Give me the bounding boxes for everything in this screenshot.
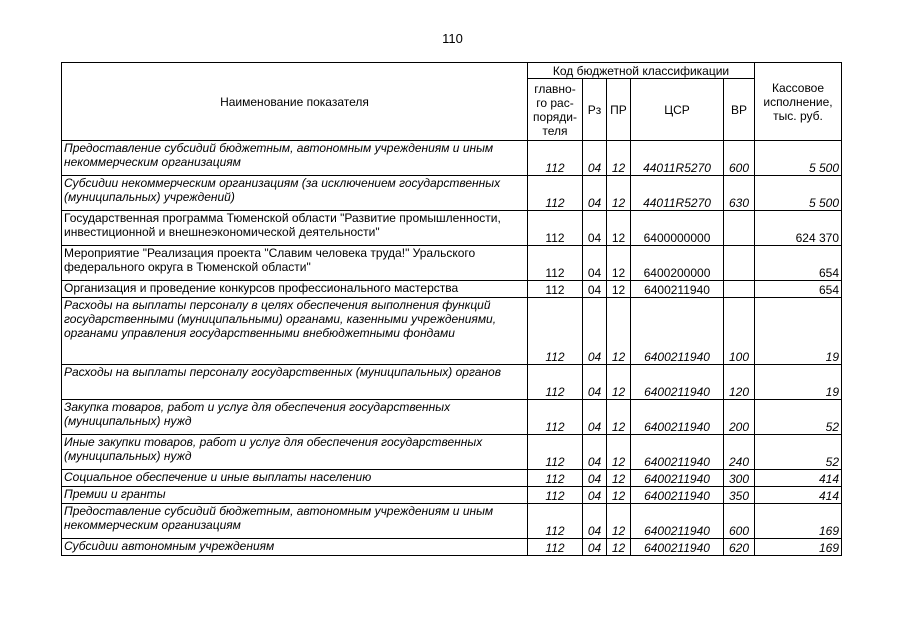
cell-amount: 52 — [755, 435, 842, 470]
cell-pr: 12 — [607, 281, 631, 298]
cell-csr: 44011R5270 — [631, 176, 724, 211]
header-pr: ПР — [607, 79, 631, 141]
header-vr: ВР — [724, 79, 755, 141]
budget-table — [61, 62, 842, 556]
cell-rz: 04 — [583, 435, 607, 470]
cell-main-manager: 112 — [528, 298, 583, 365]
cell-csr: 6400211940 — [631, 298, 724, 365]
cell-amount: 624 370 — [755, 211, 842, 246]
cell-pr: 12 — [607, 539, 631, 556]
cell-pr: 12 — [607, 298, 631, 365]
table-row — [62, 141, 842, 176]
cell-name: Закупка товаров, работ и услуг для обеспечения государственных (муниципальных) нужд — [62, 400, 528, 435]
table-row — [62, 400, 842, 435]
cell-amount: 169 — [755, 539, 842, 556]
header-rz: Рз — [583, 79, 607, 141]
cell-pr: 12 — [607, 400, 631, 435]
cell-rz: 04 — [583, 504, 607, 539]
cell-pr: 12 — [607, 435, 631, 470]
cell-vr — [724, 211, 755, 246]
cell-vr: 200 — [724, 400, 755, 435]
cell-amount: 414 — [755, 487, 842, 504]
table-row — [62, 176, 842, 211]
cell-csr: 6400211940 — [631, 487, 724, 504]
cell-pr: 12 — [607, 176, 631, 211]
cell-main-manager: 112 — [528, 365, 583, 400]
cell-vr: 240 — [724, 435, 755, 470]
cell-rz: 04 — [583, 539, 607, 556]
cell-name: Иные закупки товаров, работ и услуг для обеспечения государственных (муниципальных) нужд — [62, 435, 528, 470]
cell-rz: 04 — [583, 281, 607, 298]
header-amount: Кассовое исполнение, тыс. руб. — [755, 63, 842, 141]
cell-amount: 19 — [755, 298, 842, 365]
cell-name: Социальное обеспечение и иные выплаты населению — [62, 470, 528, 487]
cell-main-manager: 112 — [528, 487, 583, 504]
cell-vr: 600 — [724, 504, 755, 539]
cell-csr: 6400200000 — [631, 246, 724, 281]
table-row — [62, 298, 842, 365]
cell-rz: 04 — [583, 211, 607, 246]
table-row — [62, 211, 842, 246]
cell-main-manager: 112 — [528, 176, 583, 211]
cell-csr: 6400211940 — [631, 365, 724, 400]
cell-vr: 120 — [724, 365, 755, 400]
cell-name: Субсидии автономным учреждениям — [62, 539, 528, 556]
cell-rz: 04 — [583, 365, 607, 400]
cell-amount: 169 — [755, 504, 842, 539]
cell-pr: 12 — [607, 470, 631, 487]
table-row — [62, 504, 842, 539]
cell-vr: 600 — [724, 141, 755, 176]
cell-rz: 04 — [583, 141, 607, 176]
cell-rz: 04 — [583, 176, 607, 211]
table-row — [62, 487, 842, 504]
cell-amount: 5 500 — [755, 141, 842, 176]
cell-vr — [724, 281, 755, 298]
cell-vr: 350 — [724, 487, 755, 504]
cell-rz: 04 — [583, 400, 607, 435]
header-main-manager: главно-го рас-поряди-теля — [528, 79, 583, 141]
cell-rz: 04 — [583, 298, 607, 365]
cell-main-manager: 112 — [528, 539, 583, 556]
cell-amount: 19 — [755, 365, 842, 400]
cell-vr — [724, 246, 755, 281]
table-body — [62, 141, 842, 556]
cell-vr: 300 — [724, 470, 755, 487]
cell-name: Государственная программа Тюменской области "Развитие промышленности, инвестиционной и внешнеэкономической деятельности" — [62, 211, 528, 246]
cell-main-manager: 112 — [528, 281, 583, 298]
cell-amount: 52 — [755, 400, 842, 435]
cell-pr: 12 — [607, 504, 631, 539]
cell-name: Организация и проведение конкурсов профессионального мастерства — [62, 281, 528, 298]
cell-main-manager: 112 — [528, 435, 583, 470]
cell-main-manager: 112 — [528, 470, 583, 487]
cell-pr: 12 — [607, 246, 631, 281]
header-code-group: Код бюджетной классификации — [528, 63, 755, 79]
table-row — [62, 470, 842, 487]
cell-main-manager: 112 — [528, 504, 583, 539]
cell-name: Расходы на выплаты персоналу государственных (муниципальных) органов — [62, 365, 528, 400]
cell-pr: 12 — [607, 141, 631, 176]
cell-main-manager: 112 — [528, 246, 583, 281]
page-number: 110 — [442, 31, 463, 46]
header-csr: ЦСР — [631, 79, 724, 141]
cell-pr: 12 — [607, 211, 631, 246]
table-row — [62, 246, 842, 281]
table-header — [62, 63, 842, 141]
cell-main-manager: 112 — [528, 400, 583, 435]
table-row — [62, 435, 842, 470]
table-row — [62, 281, 842, 298]
cell-rz: 04 — [583, 470, 607, 487]
header-name: Наименование показателя — [62, 63, 528, 141]
cell-amount: 5 500 — [755, 176, 842, 211]
cell-pr: 12 — [607, 487, 631, 504]
cell-csr: 6400000000 — [631, 211, 724, 246]
cell-vr: 630 — [724, 176, 755, 211]
cell-vr: 620 — [724, 539, 755, 556]
cell-main-manager: 112 — [528, 141, 583, 176]
cell-csr: 6400211940 — [631, 281, 724, 298]
cell-csr: 6400211940 — [631, 435, 724, 470]
cell-main-manager: 112 — [528, 211, 583, 246]
cell-name: Субсидии некоммерческим организациям (за исключением государственных (муниципальных) учреждений) — [62, 176, 528, 211]
cell-csr: 6400211940 — [631, 400, 724, 435]
cell-name: Расходы на выплаты персоналу в целях обеспечения выполнения функций государственными (муниципальными) органами, казенными учреждениями, органами управления государственными внебюджетными фондами — [62, 298, 528, 365]
cell-vr: 100 — [724, 298, 755, 365]
table-row — [62, 365, 842, 400]
cell-name: Предоставление субсидий бюджетным, автономным учреждениям и иным некоммерческим организациям — [62, 141, 528, 176]
cell-rz: 04 — [583, 246, 607, 281]
cell-amount: 654 — [755, 246, 842, 281]
cell-amount: 414 — [755, 470, 842, 487]
cell-pr: 12 — [607, 365, 631, 400]
cell-csr: 44011R5270 — [631, 141, 724, 176]
cell-csr: 6400211940 — [631, 504, 724, 539]
cell-csr: 6400211940 — [631, 539, 724, 556]
cell-amount: 654 — [755, 281, 842, 298]
cell-csr: 6400211940 — [631, 470, 724, 487]
cell-name: Мероприятие "Реализация проекта "Славим человека труда!" Уральского федерального округа в Тюменской области" — [62, 246, 528, 281]
cell-name: Предоставление субсидий бюджетным, автономным учреждениям и иным некоммерческим организациям — [62, 504, 528, 539]
table-row — [62, 539, 842, 556]
cell-rz: 04 — [583, 487, 607, 504]
cell-name: Премии и гранты — [62, 487, 528, 504]
